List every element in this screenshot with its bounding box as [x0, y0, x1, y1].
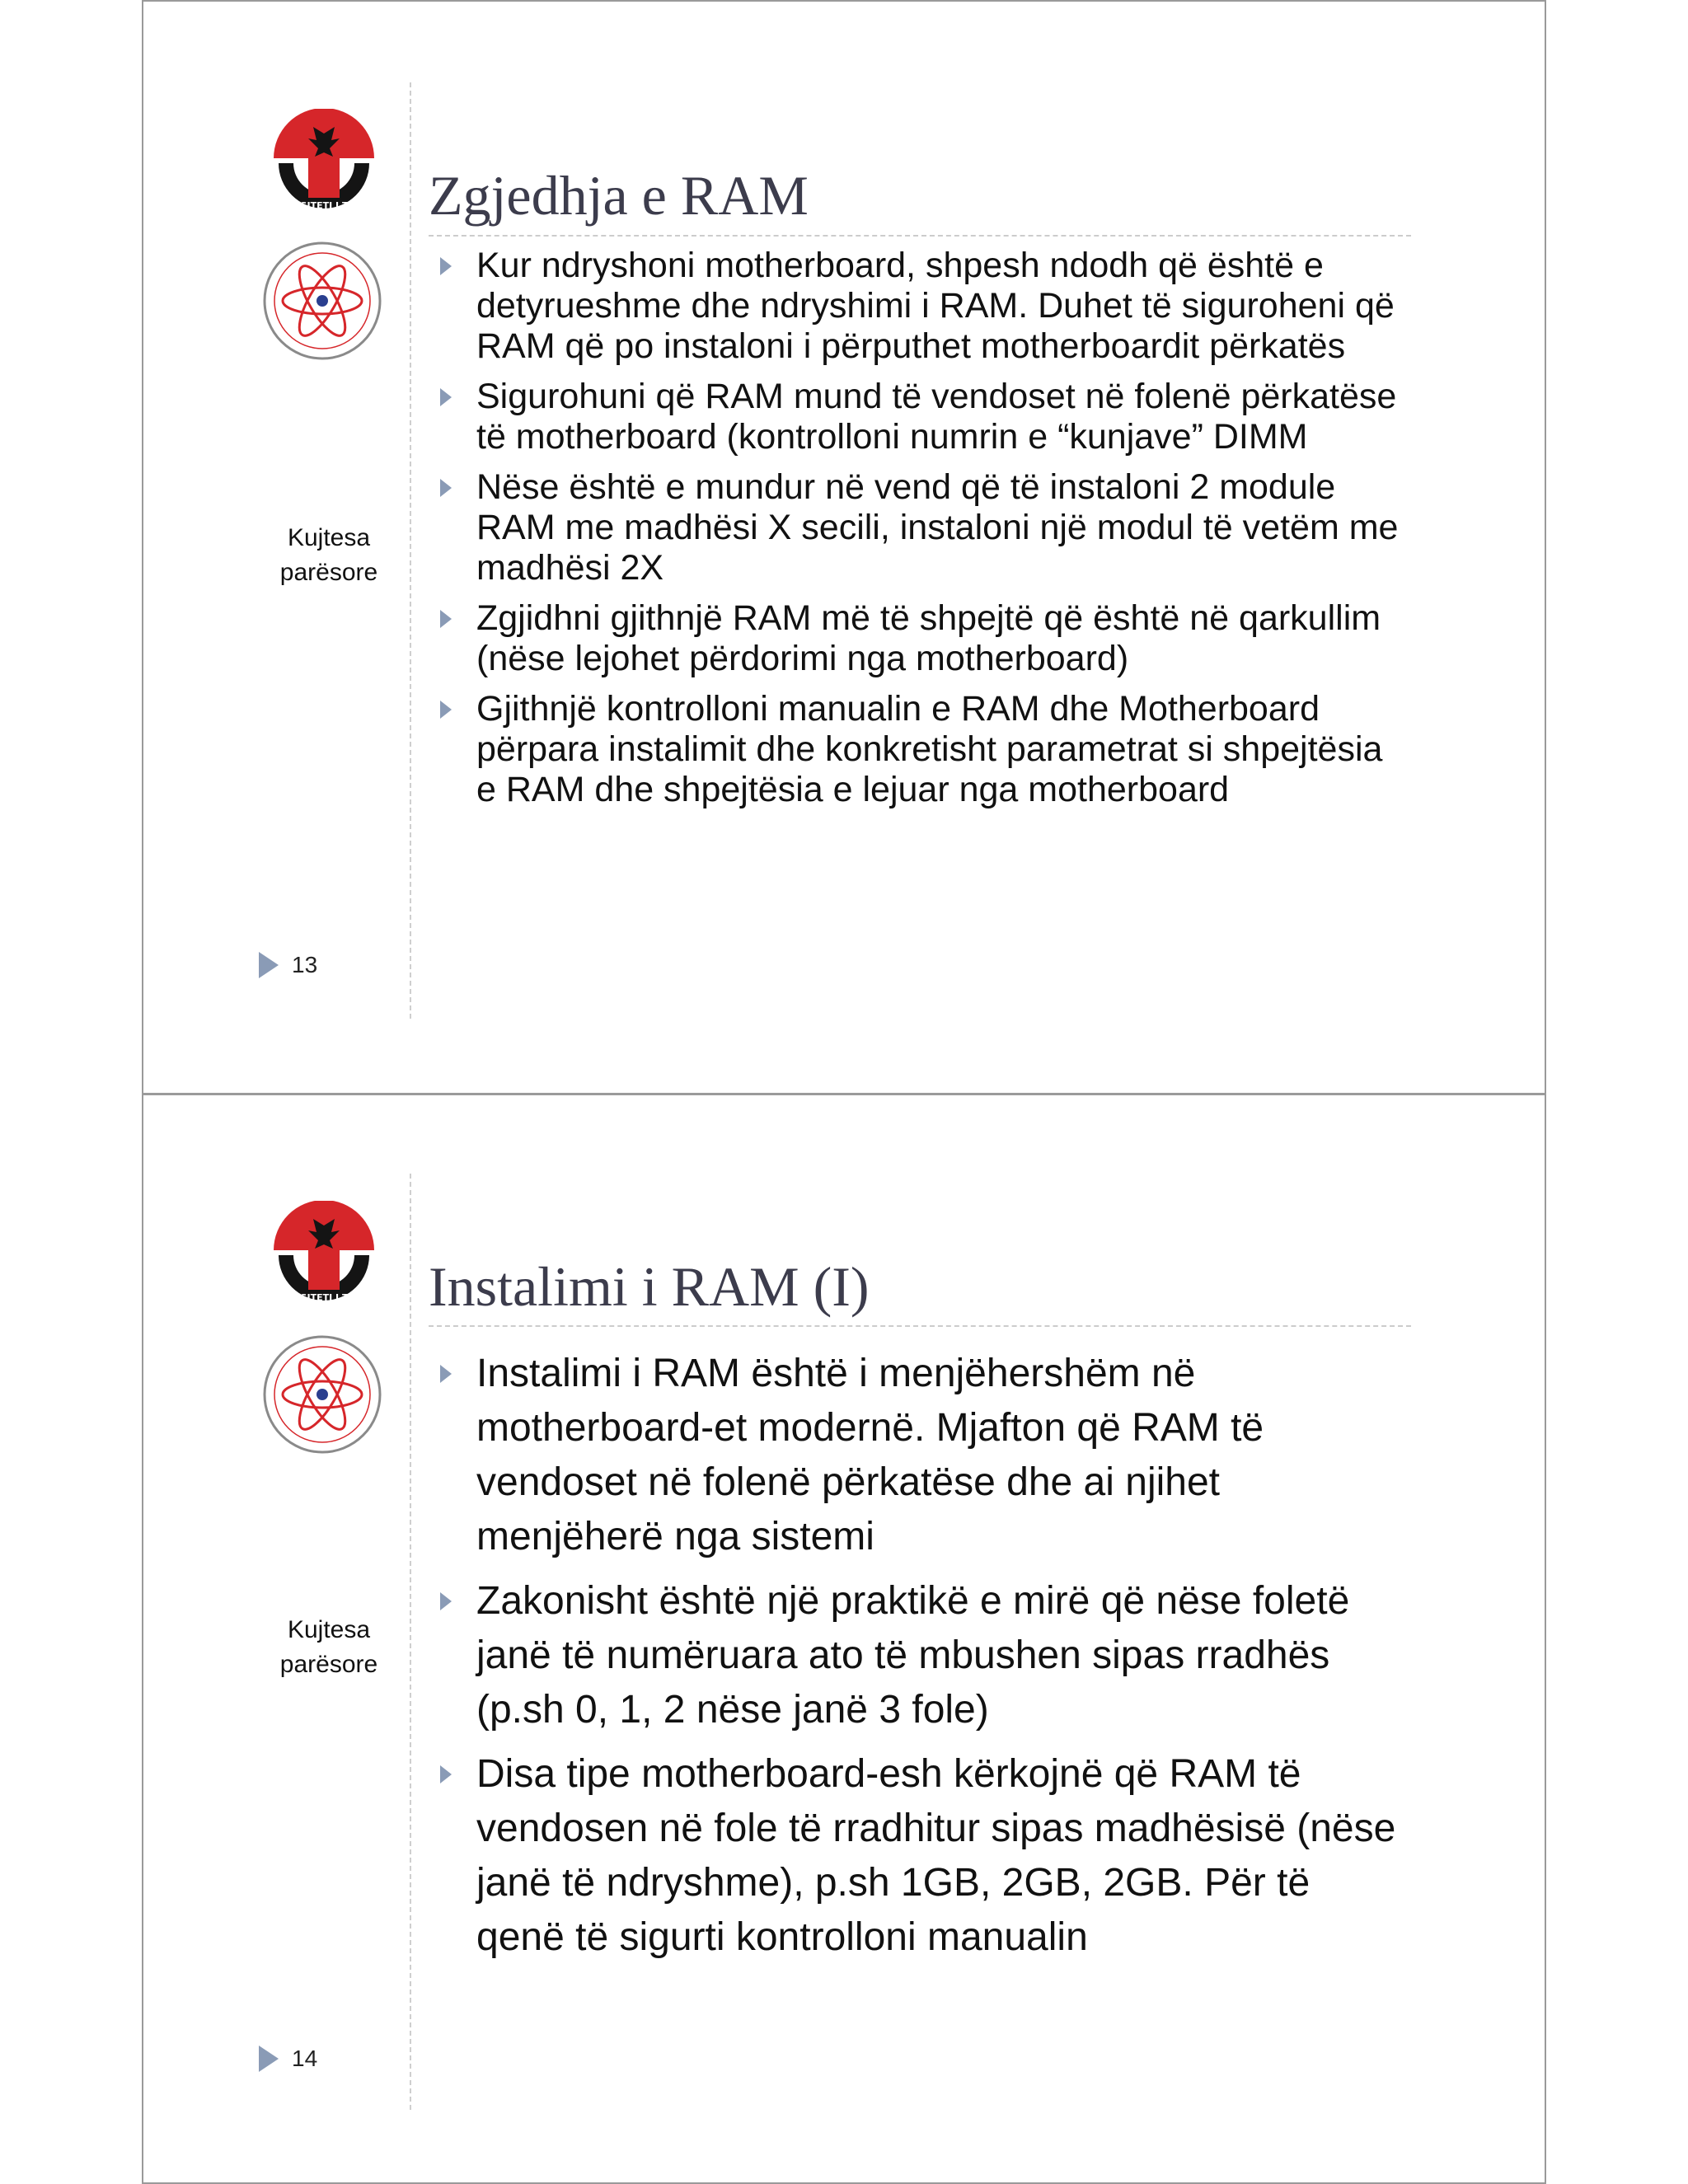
side-label-line-1: Kujtesa: [287, 1616, 371, 1643]
vertical-divider: [410, 1174, 411, 2110]
slide-title: Instalimi i RAM (I): [429, 1255, 870, 1318]
bullet-text: Sigurohuni që RAM mund të vendoset në folenë përkatëse të motherboard (kontrolloni numrin e “kunjave” DIMM: [476, 377, 1397, 457]
svg-text:UNIVERSITETI I TIRANËS: UNIVERSITETI I TIRANËS: [262, 1292, 386, 1303]
bullet-item: [440, 467, 1404, 588]
side-label: [242, 1613, 415, 1682]
slide-14: [142, 1094, 1546, 2184]
side-label-line-2: parësore: [279, 559, 378, 586]
triangle-right-icon: [440, 1765, 452, 1783]
university-logo: [262, 109, 386, 224]
bullet-text: Nëse është e mundur në vend që të instaloni 2 module RAM me madhësi X secili, instaloni një modul të vetëm me madhësi 2X: [476, 467, 1399, 588]
bullet-item: [440, 598, 1404, 679]
university-logo: [262, 1201, 386, 1316]
triangle-right-icon: [440, 479, 452, 497]
triangle-right-icon: [440, 610, 452, 628]
bullet-item: [440, 1747, 1404, 1965]
bullet-text: Zgjidhni gjithnjë RAM më të shpejtë që është në qarkullim (nëse lejohet përdorimi nga motherboard): [476, 598, 1381, 678]
vertical-divider: [410, 82, 411, 1019]
bullet-text: Instalimi i RAM është i menjëhershëm në motherboard-et modernë. Mjafton që RAM të vendoset në folenë përkatëse dhe ai njihet menjëherë nga sistemi: [476, 1352, 1264, 1558]
bullet-item: [440, 246, 1404, 367]
side-label-line-1: Kujtesa: [287, 524, 371, 551]
side-label: [242, 521, 415, 590]
page-number: [259, 2046, 317, 2072]
triangle-right-icon: [259, 2046, 279, 2072]
bullet-item: [440, 377, 1404, 457]
page-number-text: 13: [292, 952, 318, 977]
slide-13: [142, 0, 1546, 1094]
svg-text:UNIVERSITETI I TIRANËS: UNIVERSITETI I TIRANËS: [262, 200, 386, 211]
bullet-list: [440, 246, 1404, 820]
page-number: [259, 952, 317, 978]
bullet-item: [440, 689, 1404, 810]
title-rule: [429, 235, 1411, 237]
triangle-right-icon: [440, 1365, 452, 1383]
bullet-text: Kur ndryshoni motherboard, shpesh ndodh që është e detyrueshme dhe ndryshimi i RAM. Duhet të siguroheni që RAM që po instaloni i përputhet motherboardit përkatës: [476, 246, 1395, 366]
side-label-line-2: parësore: [279, 1651, 378, 1678]
title-rule: [429, 1325, 1411, 1327]
triangle-right-icon: [259, 952, 279, 978]
triangle-right-icon: [440, 1592, 452, 1610]
page-number-text: 14: [292, 2046, 318, 2071]
bullet-item: [440, 1574, 1404, 1737]
bullet-list: [440, 1347, 1404, 1975]
bullet-item: [440, 1347, 1404, 1564]
slide-title: Zgjedhja e RAM: [429, 164, 809, 227]
bullet-text: Gjithnjë kontrolloni manualin e RAM dhe Motherboard përpara instalimit dhe konkretisht parametrat si shpejtësia e RAM dhe shpejtësia e lejuar nga motherboard: [476, 689, 1383, 809]
triangle-right-icon: [440, 701, 452, 719]
bullet-text: Zakonisht është një praktikë e mirë që nëse foletë janë të numëruara ato të mbushen sipas rradhës (p.sh 0, 1, 2 nëse janë 3 fole): [476, 1579, 1350, 1732]
triangle-right-icon: [440, 257, 452, 275]
faculty-logo: [262, 1334, 382, 1455]
triangle-right-icon: [440, 388, 452, 406]
faculty-logo: [262, 241, 382, 361]
bullet-text: Disa tipe motherboard-esh kërkojnë që RAM të vendosen në fole të rradhitur sipas madhësisë (nëse janë të ndryshme), p.sh 1GB, 2GB, 2GB. Për të qenë të sigurti kontrolloni manualin: [476, 1752, 1396, 1959]
